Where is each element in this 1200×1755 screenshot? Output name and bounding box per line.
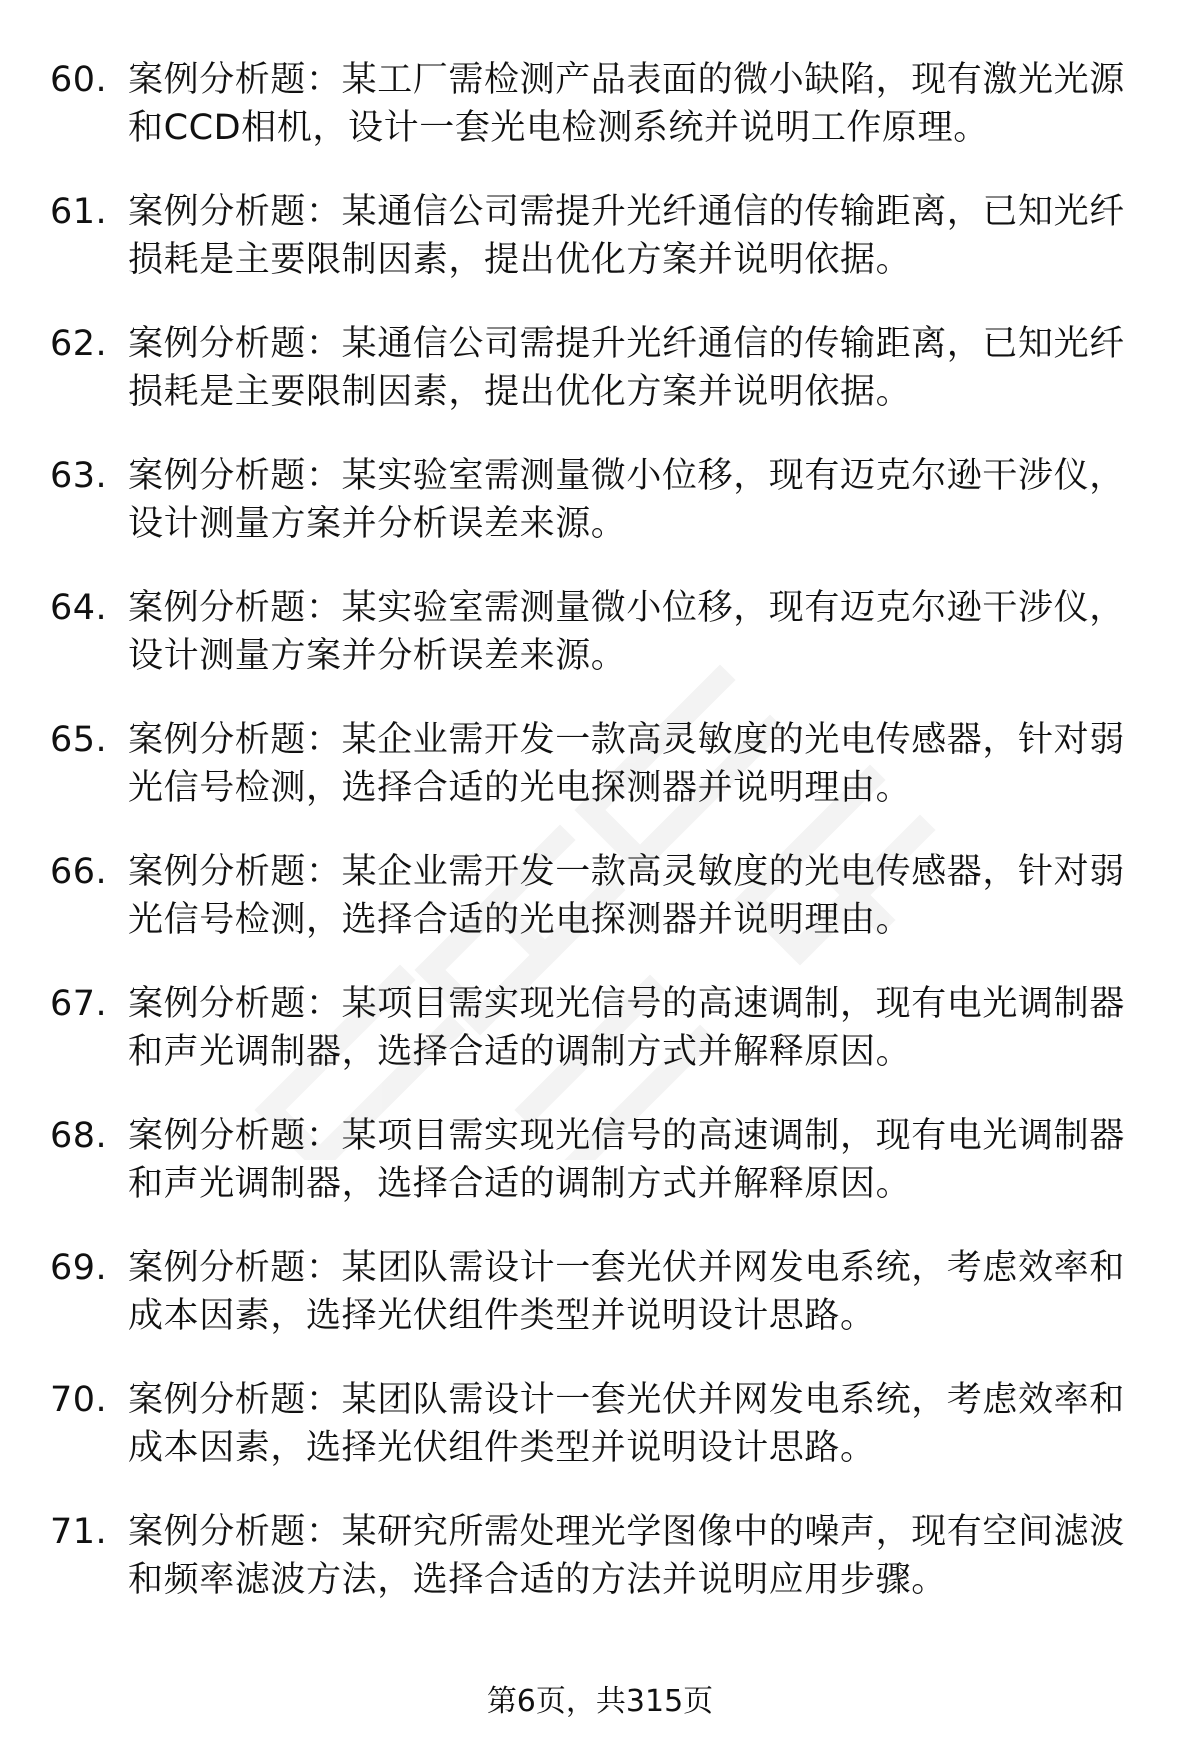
question-item <box>0 56 1200 152</box>
question-item <box>0 848 1200 944</box>
question-text: 案例分析题：某团队需设计一套光伏并网发电系统，考虑效率和成本因素，选择光伏组件类型并说明设计思路。 <box>128 1248 1125 1336</box>
question-text: 案例分析题：某团队需设计一套光伏并网发电系统，考虑效率和成本因素，选择光伏组件类型并说明设计思路。 <box>128 1380 1125 1468</box>
question-item <box>0 1112 1200 1208</box>
page-indicator: 第6页，共315页 <box>486 1684 714 1719</box>
question-text: 案例分析题：某项目需实现光信号的高速调制，现有电光调制器和声光调制器，选择合适的调制方式并解释原因。 <box>128 1116 1125 1204</box>
question-text: 案例分析题：某实验室需测量微小位移，现有迈克尔逊干涉仪，设计测量方案并分析误差来源。 <box>128 588 1125 676</box>
question-item <box>0 320 1200 416</box>
question-text: 案例分析题：某工厂需检测产品表面的微小缺陷，现有激光光源和CCD相机，设计一套光电检测系统并说明工作原理。 <box>128 60 1125 148</box>
question-item <box>0 1508 1200 1604</box>
question-text: 案例分析题：某通信公司需提升光纤通信的传输距离，已知光纤损耗是主要限制因素，提出优化方案并说明依据。 <box>128 192 1125 280</box>
question-item <box>0 980 1200 1076</box>
question-item <box>0 1244 1200 1340</box>
question-text: 案例分析题：某研究所需处理光学图像中的噪声，现有空间滤波和频率滤波方法，选择合适的方法并说明应用步骤。 <box>128 1512 1125 1600</box>
question-number: 60. <box>50 60 108 100</box>
question-number: 68. <box>50 1116 108 1156</box>
question-number: 71. <box>50 1512 108 1552</box>
question-text: 案例分析题：某企业需开发一款高灵敏度的光电传感器，针对弱光信号检测，选择合适的光电探测器并说明理由。 <box>128 720 1125 808</box>
question-item <box>0 188 1200 284</box>
question-item <box>0 716 1200 812</box>
question-number: 64. <box>50 588 108 628</box>
question-number: 69. <box>50 1248 108 1288</box>
question-list <box>0 56 1200 1640</box>
question-text: 案例分析题：某实验室需测量微小位移，现有迈克尔逊干涉仪，设计测量方案并分析误差来源。 <box>128 456 1125 544</box>
question-text: 案例分析题：某通信公司需提升光纤通信的传输距离，已知光纤损耗是主要限制因素，提出优化方案并说明依据。 <box>128 324 1125 412</box>
question-number: 63. <box>50 456 108 496</box>
question-item <box>0 1376 1200 1472</box>
question-number: 67. <box>50 984 108 1024</box>
question-text: 案例分析题：某项目需实现光信号的高速调制，现有电光调制器和声光调制器，选择合适的调制方式并解释原因。 <box>128 984 1125 1072</box>
question-number: 62. <box>50 324 108 364</box>
question-item <box>0 452 1200 548</box>
question-number: 66. <box>50 852 108 892</box>
question-number: 65. <box>50 720 108 760</box>
question-item <box>0 584 1200 680</box>
question-number: 70. <box>50 1380 108 1420</box>
page-footer <box>0 1682 1200 1722</box>
question-number: 61. <box>50 192 108 232</box>
question-text: 案例分析题：某企业需开发一款高灵敏度的光电传感器，针对弱光信号检测，选择合适的光电探测器并说明理由。 <box>128 852 1125 940</box>
